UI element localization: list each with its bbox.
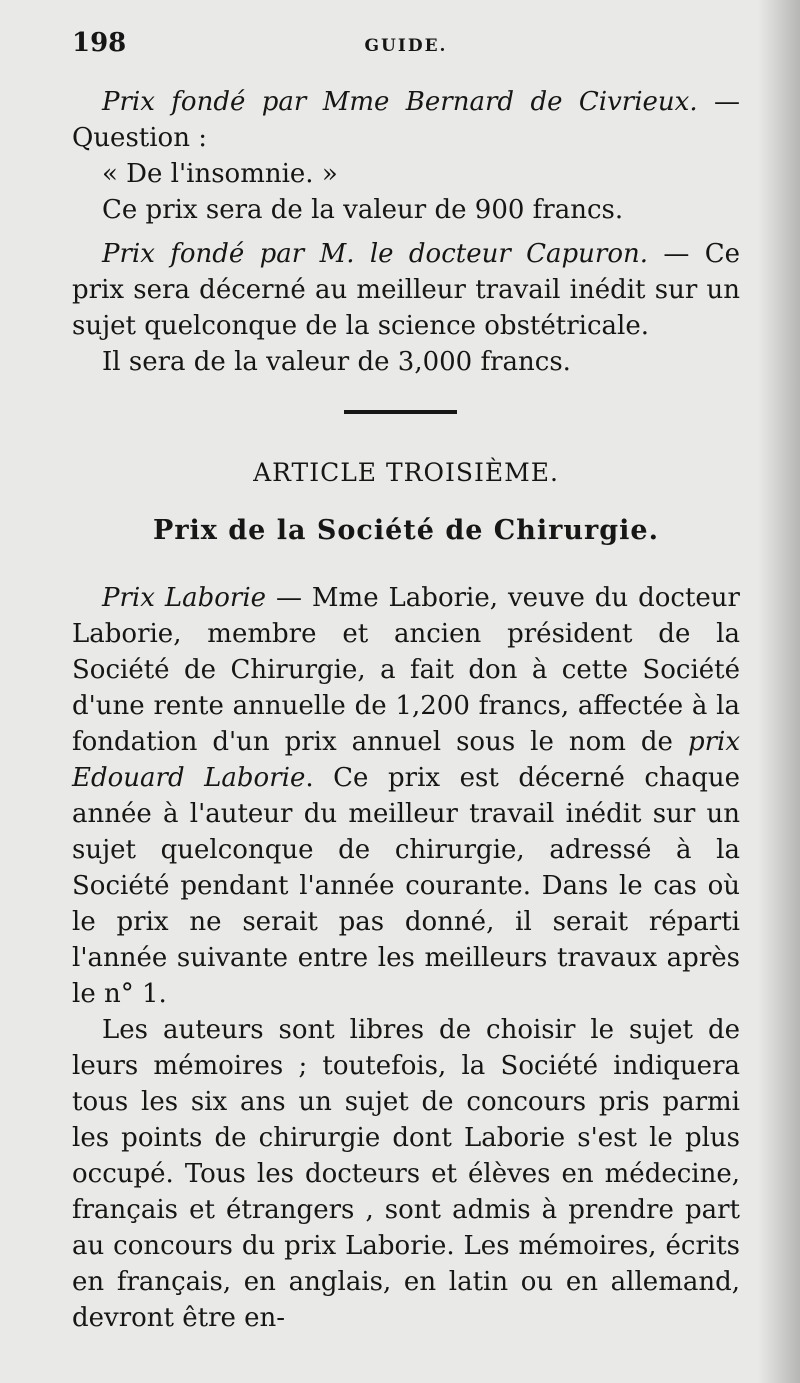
prize-laborie-paragraph [72, 580, 740, 1012]
prize-laborie-name: prix Edouard Laborie [72, 727, 740, 793]
prize-civrieux-text: — Question : [72, 87, 740, 153]
running-title: GUIDE. [364, 36, 448, 56]
prize-laborie-text-continued: . Ce prix est décerné chaque année à l'auteur du meilleur travail inédit sur un sujet quelconque de chirurgie, adressé à la Société pendant l'année courante. Dans le cas où le prix ne serait pas donné, il serait réparti l'année suivante entre les meilleurs travaux après le n° 1. [72, 763, 740, 1009]
article-heading: ARTICLE TROISIÈME. [253, 458, 559, 487]
prize-civrieux-paragraph [72, 84, 740, 156]
prize-capuron-paragraph [72, 236, 740, 344]
page-number: 198 [72, 28, 127, 58]
prize-paragraphs-top [72, 84, 740, 380]
section-divider [344, 410, 457, 414]
prize-capuron-text: — Ce prix sera décerné au meilleur travail inédit sur un sujet quelconque de la science obstétricale. [72, 239, 740, 341]
page-edge-shadow [758, 0, 800, 1383]
prize-laborie-title: Prix Laborie [102, 583, 267, 613]
prize-laborie-section [72, 580, 740, 1336]
page-header [72, 28, 740, 68]
prize-capuron-value: Il sera de la valeur de 3,000 francs. [102, 347, 571, 377]
prize-civrieux-question: « De l'insomnie. » [102, 159, 338, 189]
prize-civrieux-title: Prix fondé par Mme Bernard de Civrieux. [102, 87, 698, 117]
prize-capuron-title: Prix fondé par M. le docteur Capuron. [102, 239, 648, 269]
prize-civrieux-value: Ce prix sera de la valeur de 900 francs. [102, 195, 624, 225]
prize-laborie-text: — Mme Laborie, veuve du docteur Laborie, membre et ancien président de la Société de Chirurgie, a fait don à cette Société d'une rente annuelle de 1,200 francs, affectée à la fondation d'un prix annuel sous le nom de [72, 583, 740, 757]
prize-laborie-paragraph-2: Les auteurs sont libres de choisir le sujet de leurs mémoires ; toutefois, la Société indiquera tous les six ans un sujet de concours pris parmi les points de chirurgie dont Laborie s'est le plus occupé. Tous les docteurs et élèves en médecine, français et étrangers , sont admis à prendre part au concours du prix Laborie. Les mémoires, écrits en français, en anglais, en latin ou en allemand, devront être en- [72, 1015, 740, 1333]
section-title: Prix de la Société de Chirurgie. [153, 515, 659, 546]
